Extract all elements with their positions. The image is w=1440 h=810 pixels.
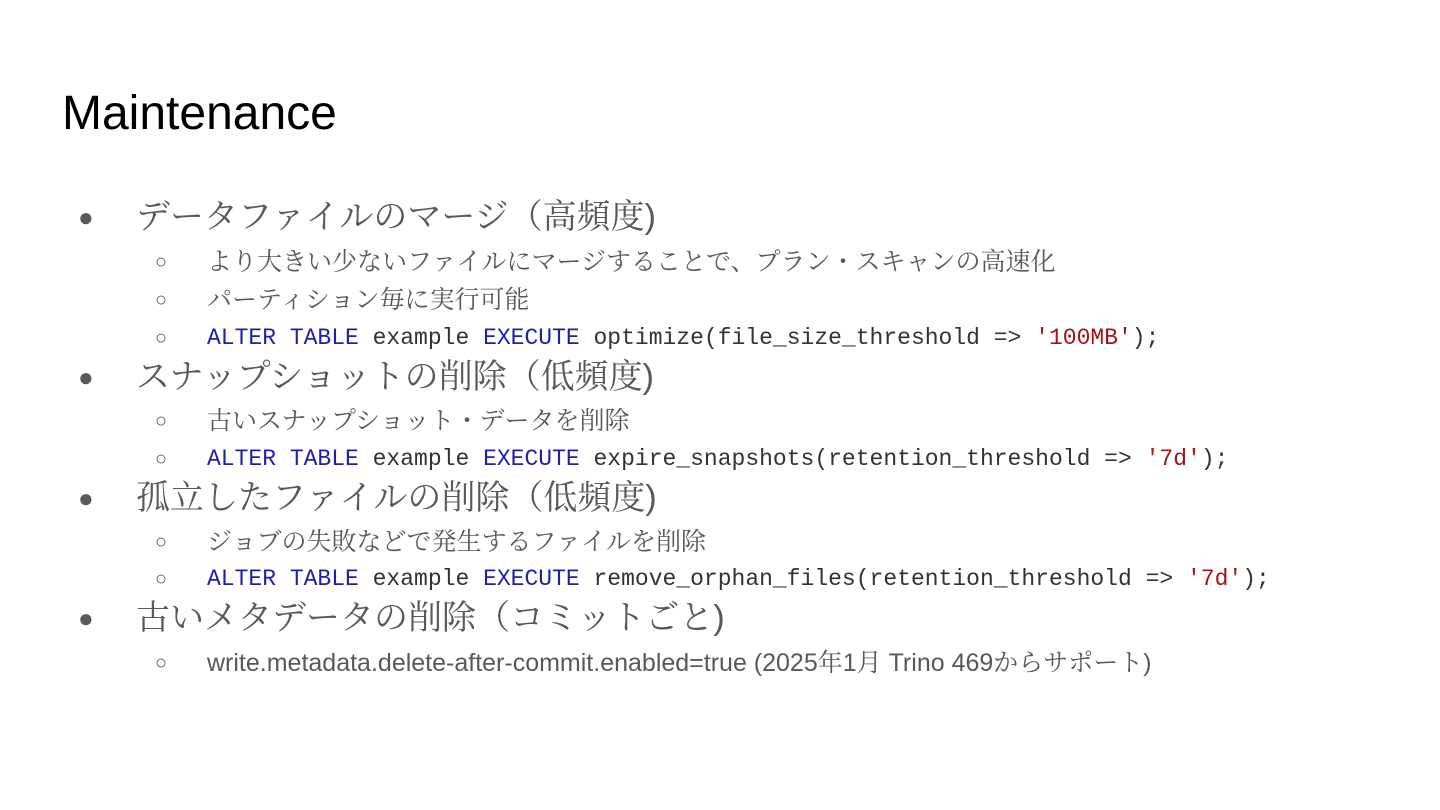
code-string: '7d' (1187, 566, 1243, 592)
code-text: example (358, 446, 484, 472)
slide-title: Maintenance (62, 87, 337, 140)
code-string: '7d' (1145, 446, 1201, 472)
heading-text: 古いメタデータの削除（コミットごと) (136, 599, 725, 637)
code-keyword: EXECUTE (483, 446, 580, 472)
sub-item-text: より大きい少ないファイルにマージすることで、プラン・スキャンの高速化 (207, 248, 1056, 276)
code-text: optimize(file_size_threshold => (579, 325, 1036, 351)
code-text: ); (1242, 566, 1270, 592)
code-keyword: EXECUTE (483, 566, 580, 592)
heading-text: データファイルのマージ（高頻度) (136, 198, 656, 236)
code-text: remove_orphan_files(retention_threshold => (579, 566, 1187, 592)
sub-item-text: ジョブの失敗などで発生するファイルを削除 (207, 528, 707, 556)
bullet-icon: ● (78, 202, 94, 232)
code-keyword: ALTER TABLE (207, 566, 359, 592)
code-keyword: EXECUTE (483, 325, 580, 351)
code-keyword: ALTER TABLE (207, 325, 359, 351)
heading-text: スナップショットの削除（低頻度) (136, 358, 654, 396)
circle-bullet-icon: ○ (155, 448, 168, 470)
code-text: ); (1200, 446, 1229, 472)
code-keyword: ALTER TABLE (207, 446, 359, 472)
circle-bullet-icon: ○ (155, 251, 168, 273)
bullet-icon: ● (78, 483, 94, 513)
code-string: '100MB' (1035, 325, 1132, 351)
circle-bullet-icon: ○ (155, 531, 168, 553)
code-text: example (358, 566, 484, 592)
circle-bullet-icon: ○ (155, 327, 168, 349)
code-text: ); (1131, 325, 1160, 351)
circle-bullet-icon: ○ (155, 568, 168, 590)
code-text: example (358, 325, 484, 351)
code-snippet (207, 444, 1228, 474)
heading-text: 孤立したファイルの削除（低頻度) (136, 479, 657, 517)
code-snippet (207, 323, 1159, 353)
bullet-icon: ● (78, 362, 94, 392)
circle-bullet-icon: ○ (155, 410, 168, 432)
circle-bullet-icon: ○ (155, 289, 168, 311)
code-text: expire_snapshots(retention_threshold => (579, 446, 1146, 472)
bullet-icon: ● (78, 603, 94, 633)
sub-item-text: パーティション毎に実行可能 (207, 286, 530, 314)
circle-bullet-icon: ○ (155, 652, 168, 674)
sub-item-text: 古いスナップショット・データを削除 (207, 407, 630, 435)
code-snippet (207, 564, 1270, 594)
sub-item-text: write.metadata.delete-after-commit.enabled=true (2025年1月 Trino 469からサポート) (207, 649, 1152, 677)
